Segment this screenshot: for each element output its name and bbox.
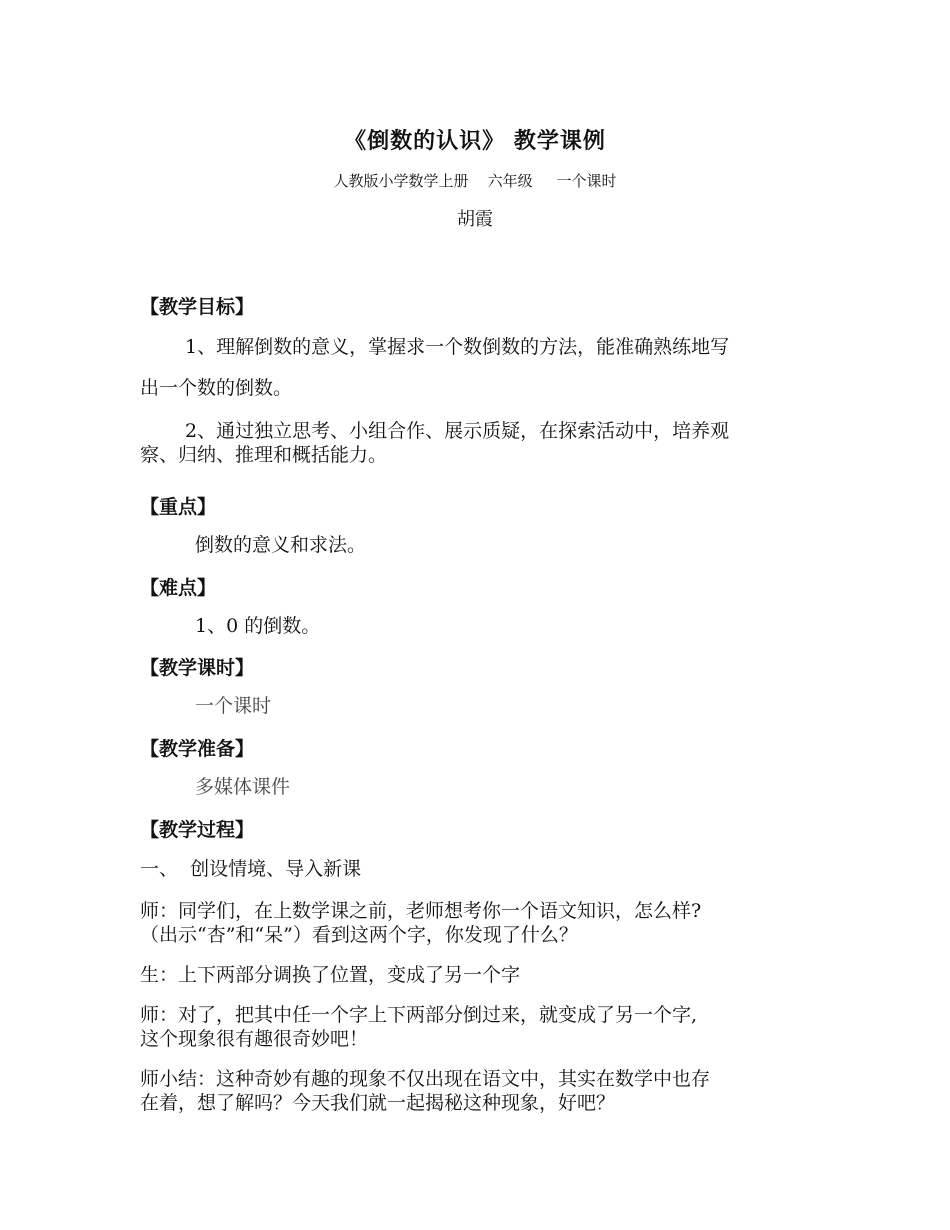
difficulty-text: 1、0 的倒数。 xyxy=(195,615,321,637)
heading-process: 【教学过程】 xyxy=(140,819,255,841)
objective-2-line-1: 2、通过独立思考、小组合作、展示质疑，在探索活动中，培养观 xyxy=(185,420,730,442)
document-subtitle: 人教版小学数学上册 六年级 一个课时 xyxy=(333,172,617,190)
heading-objectives: 【教学目标】 xyxy=(140,296,255,318)
author-name: 胡霞 xyxy=(457,209,493,230)
heading-key-point: 【重点】 xyxy=(140,496,217,518)
teacher-line-2a: 师：对了，把其中任一个字上下两部分倒过来，就变成了另一个字, xyxy=(140,1004,698,1026)
summary-line-a: 师小结：这种奇妙有趣的现象不仅出现在语文中，其实在数学中也存 xyxy=(140,1068,711,1090)
period-text: 一个课时 xyxy=(195,695,272,717)
heading-difficulty: 【难点】 xyxy=(140,577,217,599)
summary-line-b: 在着，想了解吗？今天我们就一起揭秘这种现象，好吧？ xyxy=(140,1092,616,1114)
teacher-line-2b: 这个现象很有趣很奇妙吧！ xyxy=(140,1028,369,1050)
process-step-1: 一、 创设情境、导入新课 xyxy=(140,858,362,880)
key-point-text: 倒数的意义和求法。 xyxy=(195,534,367,556)
student-line-1: 生：上下两部分调换了位置，变成了另一个字 xyxy=(140,964,521,986)
document-title: 《倒数的认识》 教学课例 xyxy=(344,129,606,154)
objective-2-line-2: 察、归纳、推理和概括能力。 xyxy=(140,444,388,466)
heading-period: 【教学课时】 xyxy=(140,657,255,679)
teacher-line-1b: （出示“杏”和“呆”）看到这两个字，你发现了什么？ xyxy=(140,924,578,946)
preparation-text: 多媒体课件 xyxy=(195,776,291,798)
objective-1-line-1: 1、理解倒数的意义，掌握求一个数倒数的方法，能准确熟练地写 xyxy=(185,336,730,358)
teacher-line-1a: 师：同学们，在上数学课之前，老师想考你一个语文知识，怎么样? xyxy=(140,900,702,922)
heading-preparation: 【教学准备】 xyxy=(140,738,255,760)
objective-1-line-2: 出一个数的倒数。 xyxy=(140,377,293,399)
